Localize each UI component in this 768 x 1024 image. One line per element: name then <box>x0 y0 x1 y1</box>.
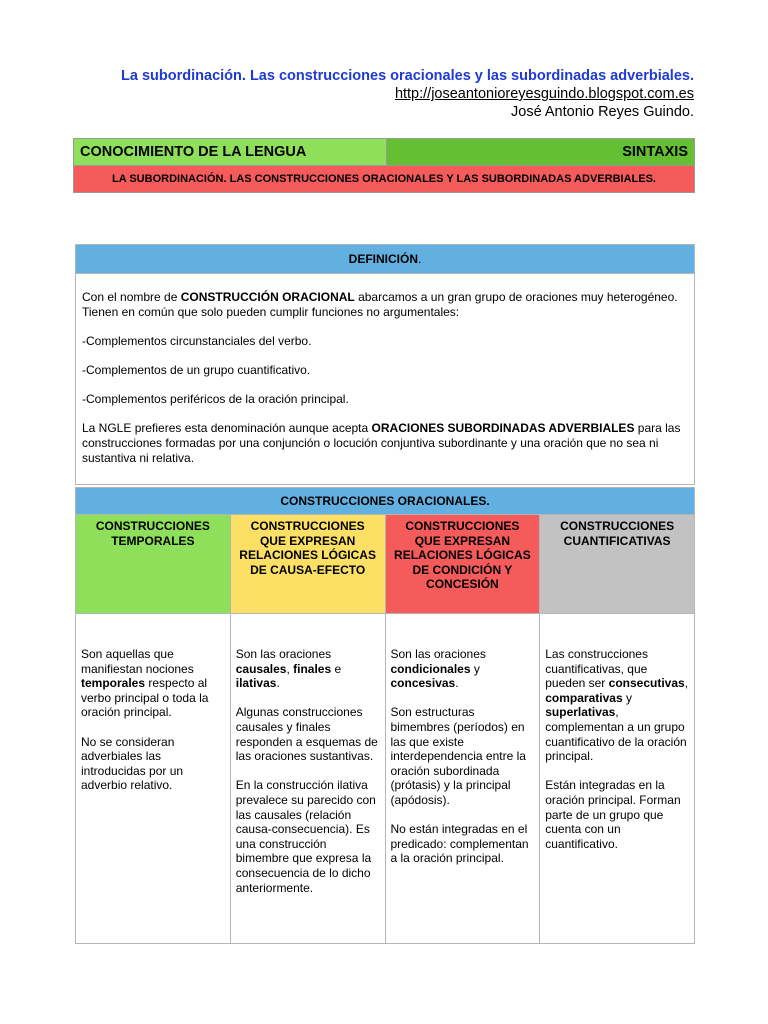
col-body-cuantificativas <box>540 614 695 944</box>
author-name: José Antonio Reyes Guindo. <box>511 104 694 120</box>
subject-area: CONOCIMIENTO DE LA LENGUA <box>74 139 387 166</box>
definition-item: -Complementos periféricos de la oración principal. <box>82 392 349 406</box>
col-head-temporales: CONSTRUCCIONES TEMPORALES <box>76 515 231 614</box>
column-paragraph: No están integradas en el predicado: complementan a la oración principal. <box>390 822 529 866</box>
definition-heading: DEFINICIÓN. <box>76 245 695 274</box>
lesson-subtitle: LA SUBORDINACIÓN. LAS CONSTRUCCIONES ORACIONALES Y LAS SUBORDINADAS ADVERBIALES. <box>74 166 695 193</box>
column-paragraph: Son las oraciones causales, finales e ilativas. <box>235 647 342 691</box>
document-title: La subordinación. Las construcciones oracionales y las subordinadas adverbiales. <box>121 68 694 84</box>
blog-link[interactable]: http://joseantonioreyesguindo.blogspot.com.es <box>394 86 694 102</box>
column-paragraph: Son estructuras bimembres (períodos) en las que existe interdependencia entre la oración subordinada (prótasis) y la principal (apódosis). <box>390 705 526 807</box>
col-body-condicion-concesion <box>385 614 540 944</box>
column-paragraph: No se consideran adverbiales las introducidas por un adverbio relativo. <box>81 734 184 793</box>
constructions-table <box>75 487 695 944</box>
definition-item: -Complementos circunstanciales del verbo. <box>82 334 312 348</box>
column-paragraph: Están integradas en la oración principal. Forman parte de un grupo que cuenta con un cuantificativo. <box>545 778 681 851</box>
column-paragraph: Las construcciones cuantificativas, que pueden ser consecutivas, comparativas y superlativas, complementan a un grupo cuantificativo de la oración principal. <box>545 647 689 764</box>
definition-paragraph: Con el nombre de CONSTRUCCIÓN ORACIONAL abarcamos a un gran grupo de oraciones muy heterogéneo. Tienen en común que solo pueden cumplir funciones no argumentales: <box>82 290 678 319</box>
document-header <box>121 67 694 121</box>
col-body-temporales <box>76 614 231 944</box>
subject-header-table <box>73 138 695 193</box>
definition-item: -Complementos de un grupo cuantificativo. <box>82 363 311 377</box>
definition-body <box>76 274 695 485</box>
column-paragraph: Son aquellas que manifiestan nociones temporales respecto al verbo principal o toda la oración principal. <box>81 647 209 720</box>
constructions-heading: CONSTRUCCIONES ORACIONALES. <box>76 488 695 515</box>
ngle-paragraph: La NGLE prefieres esta denominación aunque acepta ORACIONES SUBORDINADAS ADVERBIALES para las construcciones formadas por una conjunción o locución conjuntiva subordinante y una oración que no sea ni sustantiva ni relativa. <box>82 421 681 465</box>
subject-topic: SINTAXIS <box>387 139 695 166</box>
column-paragraph: Son las oraciones condicionales y concesivas. <box>390 647 486 691</box>
col-body-causa-efecto <box>230 614 385 944</box>
col-head-causa-efecto: CONSTRUCCIONES QUE EXPRESAN RELACIONES LÓGICAS DE CAUSA-EFECTO <box>230 515 385 614</box>
column-paragraph: En la construcción ilativa prevalece su parecido con las causales (relación causa-consecuencia). Es una construcción bimembre que expresa la consecuencia de lo dicho anteriormente. <box>235 778 376 895</box>
col-head-cuantificativas: CONSTRUCCIONES CUANTIFICATIVAS <box>540 515 695 614</box>
definition-table <box>75 244 695 485</box>
col-head-condicion-concesion: CONSTRUCCIONES QUE EXPRESAN RELACIONES LÓGICAS DE CONDICIÓN Y CONCESIÓN <box>385 515 540 614</box>
column-paragraph: Algunas construcciones causales y finales responden a esquemas de las oraciones sustantivas. <box>235 705 378 764</box>
